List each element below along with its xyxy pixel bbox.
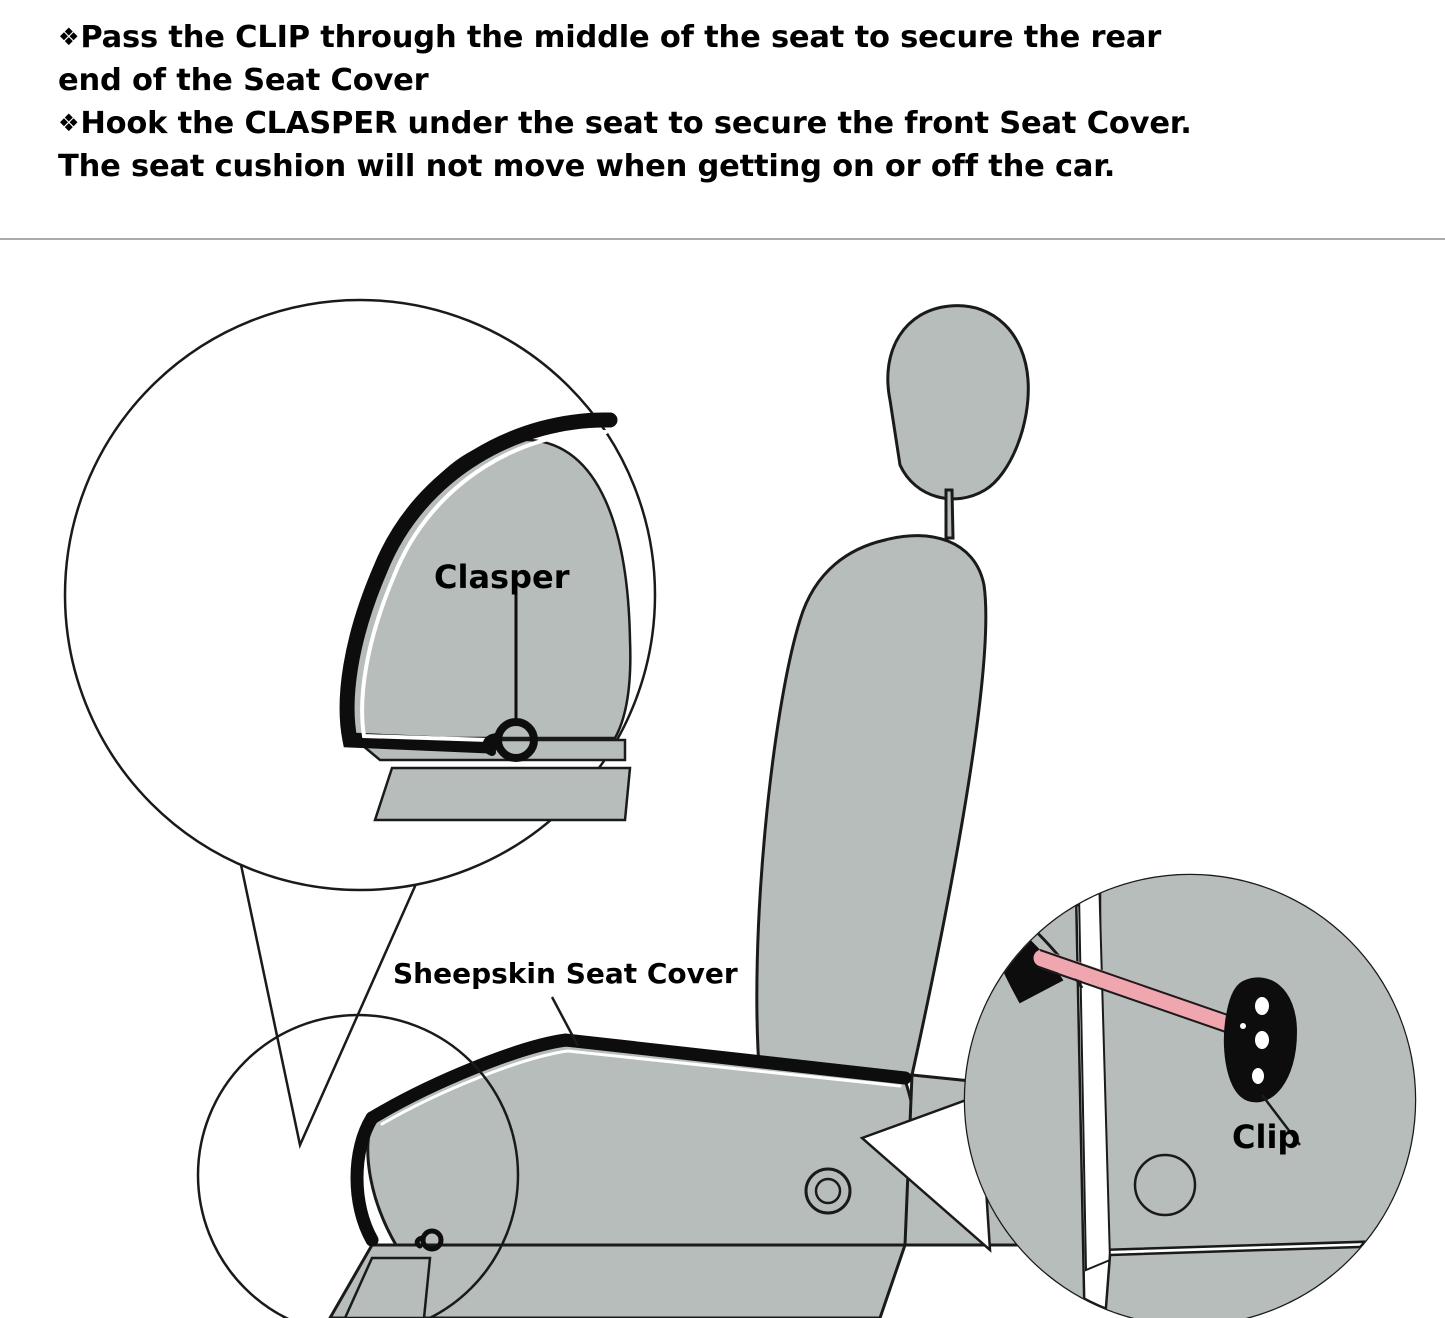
headrest <box>888 306 1028 499</box>
seat-back <box>757 536 986 1080</box>
diamond-bullet-icon-2: ❖ <box>58 109 80 137</box>
clip-zoom-knob <box>1135 1155 1195 1215</box>
instruction-text-3: Hook the CLASPER under the seat to secure the front Seat Cover. <box>80 106 1192 141</box>
recline-knob-inner <box>816 1179 840 1203</box>
instruction-line-1 <box>58 16 1405 59</box>
instructions-panel <box>0 0 1445 240</box>
clasper-magnifier <box>65 300 655 1145</box>
seat-diagram <box>0 240 1445 1318</box>
clip-label: Clip <box>1232 1118 1301 1156</box>
instruction-line-3 <box>58 102 1405 145</box>
seat-cover-label: Sheepskin Seat Cover <box>393 957 738 990</box>
instruction-text-1: Pass the CLIP through the middle of the seat to secure the rear <box>80 20 1162 55</box>
instruction-text-4: The seat cushion will not move when getting on or off the car. <box>58 149 1116 184</box>
diamond-bullet-icon: ❖ <box>58 23 80 51</box>
headrest-post <box>946 490 953 538</box>
instruction-text-2: end of the Seat Cover <box>58 63 429 98</box>
clip-zoom-rail <box>1105 1245 1420 1318</box>
clasper-zoom-seat-rail <box>375 768 630 820</box>
clasper-label: Clasper <box>434 558 570 596</box>
instruction-line-4 <box>58 145 1405 188</box>
seat-cover-callout <box>393 957 738 1046</box>
instruction-line-2 <box>58 59 1405 102</box>
